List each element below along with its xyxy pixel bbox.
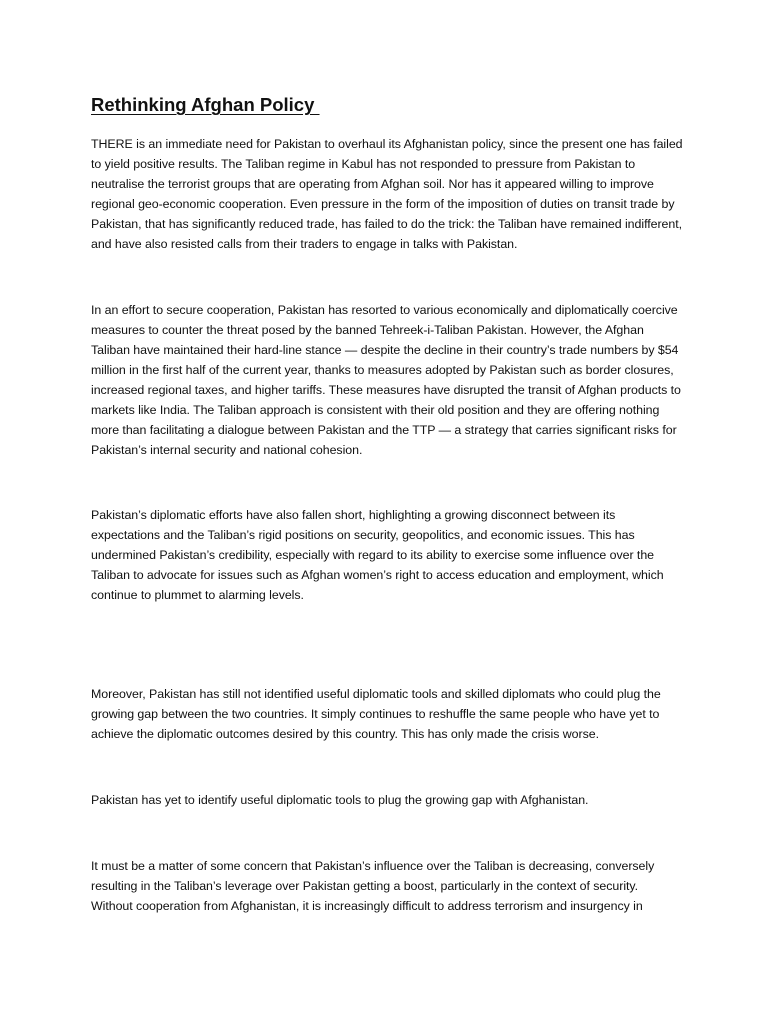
document-title: Rethinking Afghan Policy	[91, 94, 320, 115]
paragraph-4: Moreover, Pakistan has still not identified useful diplomatic tools and skilled diplomats who could plug the growing gap between the two countries. It simply continues to reshuffle the same people who have yet to achieve the diplomatic outcomes desired by this country. This has only made the crisis worse.	[91, 687, 661, 741]
paragraph-1: THERE is an immediate need for Pakistan to overhaul its Afghanistan policy, since the present one has failed to yield positive results. The Taliban regime in Kabul has not responded to pressure from Pakistan to neutralise the terrorist groups that are operating from Afghan soil. Nor has it appeared willing to improve regional geo-economic cooperation. Even pressure in the form of the imposition of duties on transit trade by Pakistan, that has significantly reduced trade, has failed to do the trick: the Taliban have remained indifferent, and have also resisted calls from their traders to engage in talks with Pakistan.	[91, 137, 683, 251]
paragraph-5: Pakistan has yet to identify useful diplomatic tools to plug the growing gap with Afghanistan.	[91, 793, 589, 807]
paragraph-2: In an effort to secure cooperation, Pakistan has resorted to various economically and diplomatically coercive measures to counter the threat posed by the banned Tehreek-i-Taliban Pakistan. However, the Afghan Taliban have maintained their hard-line stance — despite the decline in their country’s trade numbers by $54 million in the first half of the current year, thanks to measures adopted by Pakistan such as border closures, increased regional taxes, and higher tariffs. These measures have disrupted the transit of Afghan products to markets like India. The Taliban approach is consistent with their old position and they are offering nothing more than facilitating a dialogue between Pakistan and the TTP — a strategy that carries significant risks for Pakistan’s internal security and national cohesion.	[91, 303, 681, 457]
paragraph-3: Pakistan’s diplomatic efforts have also fallen short, highlighting a growing disconnect between its expectations and the Taliban’s rigid positions on security, geopolitics, and economic issues. This has undermined Pakistan’s credibility, especially with regard to its ability to exercise some influence over the Taliban to advocate for issues such as Afghan women’s right to access education and employment, which continue to plummet to alarming levels.	[91, 508, 664, 602]
paragraph-6: It must be a matter of some concern that Pakistan’s influence over the Taliban is decreasing, conversely resulting in the Taliban’s leverage over Pakistan getting a boost, particularly in the context of security. Without cooperation from Afghanistan, it is increasingly difficult to address terrorism and insurgency in	[91, 859, 655, 913]
